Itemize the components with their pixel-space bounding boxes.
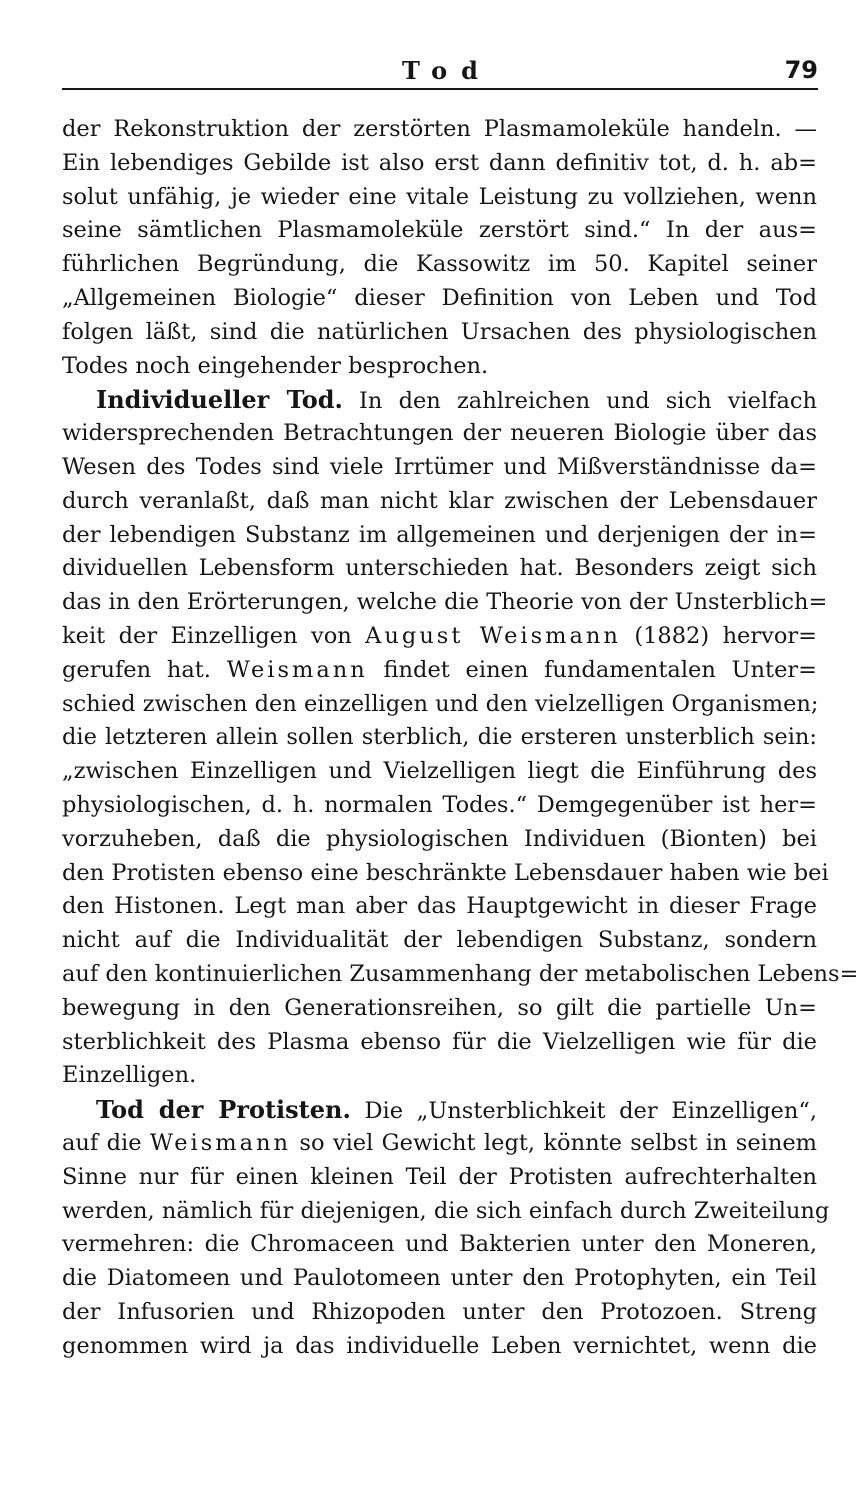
text-line: Todes noch eingehender besprochen. <box>62 352 489 379</box>
text-line: der lebendigen Substanz im allgemeinen und derjenigen der in= <box>62 521 817 548</box>
person-name-august-weismann: August Weismann <box>365 622 621 649</box>
text-line: die Diatomeen und Paulotomeen unter den Protophyten, ein Teil <box>62 1265 817 1292</box>
text-line: solut unfähig, je wieder eine vitale Leistung zu vollziehen, wenn <box>62 183 817 210</box>
text-fragment: keit der Einzelligen von <box>62 622 352 649</box>
text-line: die letzteren allein sollen sterblich, die ersteren unsterblich sein: <box>62 724 817 751</box>
text-fragment: so viel Gewicht legt, könnte selbst in seinem <box>299 1129 817 1156</box>
text-line: Einzelligen. <box>62 1062 197 1089</box>
text-line <box>62 654 817 688</box>
text-line <box>62 620 817 654</box>
text-line <box>62 1127 817 1161</box>
section-heading-individueller-tod: Individueller Tod. <box>96 385 343 415</box>
text-fragment: findet einen fundamentalen Unter= <box>383 656 817 683</box>
text-line: seine sämtlichen Plasmamoleküle zerstört sind.“ In der aus= <box>62 217 817 244</box>
text-line: „zwischen Einzelligen und Vielzelligen liegt die Einführung des <box>62 758 817 785</box>
running-title: Tod <box>402 56 492 85</box>
text-line: den Histonen. Legt man aber das Hauptgewicht in dieser Frage <box>62 893 817 920</box>
text-line: „Allgemeinen Biologie“ dieser Definition von Leben und Tod <box>62 284 817 311</box>
text-line: widersprechenden Betrachtungen der neueren Biologie über das <box>62 420 817 447</box>
paragraph-start-line <box>62 383 817 417</box>
text-line: folgen läßt, sind die natürlichen Ursachen des physiologischen <box>62 318 817 345</box>
text-line: dividuellen Lebensform unterschieden hat. Besonders zeigt sich <box>62 555 817 582</box>
text-line: das in den Erörterungen, welche die Theorie von der Unsterblich= <box>62 589 828 616</box>
paragraph-start-line <box>62 1093 817 1127</box>
text-fragment: (1882) hervor= <box>634 622 817 649</box>
text-line: durch veranlaßt, daß man nicht klar zwischen der Lebensdauer <box>62 487 817 514</box>
text-line: den Protisten ebenso eine beschränkte Lebensdauer haben wie bei <box>62 859 829 886</box>
text-line: Ein lebendiges Gebilde ist also erst dann definitiv tot, d. h. ab= <box>62 149 817 176</box>
running-head <box>62 52 818 88</box>
text-line: werden, nämlich für diejenigen, die sich einfach durch Zweiteilung <box>62 1197 830 1224</box>
text-fragment: gerufen hat. <box>62 656 211 683</box>
text-fragment: Die „Unsterblichkeit der Einzelligen“, <box>364 1098 817 1125</box>
person-name-weismann: Weismann <box>149 1129 292 1156</box>
text-line: nicht auf die Individualität der lebendigen Substanz, sondern <box>62 927 817 954</box>
text-line: genommen wird ja das individuelle Leben vernichtet, wenn die <box>62 1332 817 1359</box>
body-text <box>62 113 859 1363</box>
text-line: vorzuheben, daß die physiologischen Individuen (Bionten) bei <box>62 825 817 852</box>
text-line: vermehren: die Chromaceen und Bakterien unter den Moneren, <box>62 1231 817 1258</box>
text-line: führlichen Begründung, die Kassowitz im 50. Kapitel seiner <box>62 251 817 278</box>
text-line: der Rekonstruktion der zerstörten Plasmamoleküle handeln. — <box>62 116 817 142</box>
text-fragment: auf die <box>62 1129 142 1156</box>
text-line: der Infusorien und Rhizopoden unter den Protozoen. Streng <box>62 1298 817 1325</box>
text-line: bewegung in den Generationsreihen, so gilt die partielle Un= <box>62 994 817 1021</box>
text-line: auf den kontinuierlichen Zusammenhang der metabolischen Lebens= <box>62 960 859 987</box>
text-line: Sinne nur für einen kleinen Teil der Protisten aufrechterhalten <box>62 1163 817 1190</box>
text-line: sterblichkeit des Plasma ebenso für die Vielzelligen wie für die <box>62 1028 817 1055</box>
header-rule <box>62 88 818 90</box>
text-fragment: In den zahlreichen und sich vielfach <box>359 388 817 415</box>
text-line: Wesen des Todes sind viele Irrtümer und Mißverständnisse da= <box>62 453 817 480</box>
person-name-weismann: Weismann <box>226 656 368 683</box>
section-heading-tod-der-protisten: Tod der Protisten. <box>96 1095 351 1125</box>
page-number: 79 <box>784 56 818 84</box>
text-line: physiologischen, d. h. normalen Todes.“ Demgegenüber ist her= <box>62 791 817 818</box>
text-line: schied zwischen den einzelligen und den vielzelligen Organismen; <box>62 690 819 717</box>
